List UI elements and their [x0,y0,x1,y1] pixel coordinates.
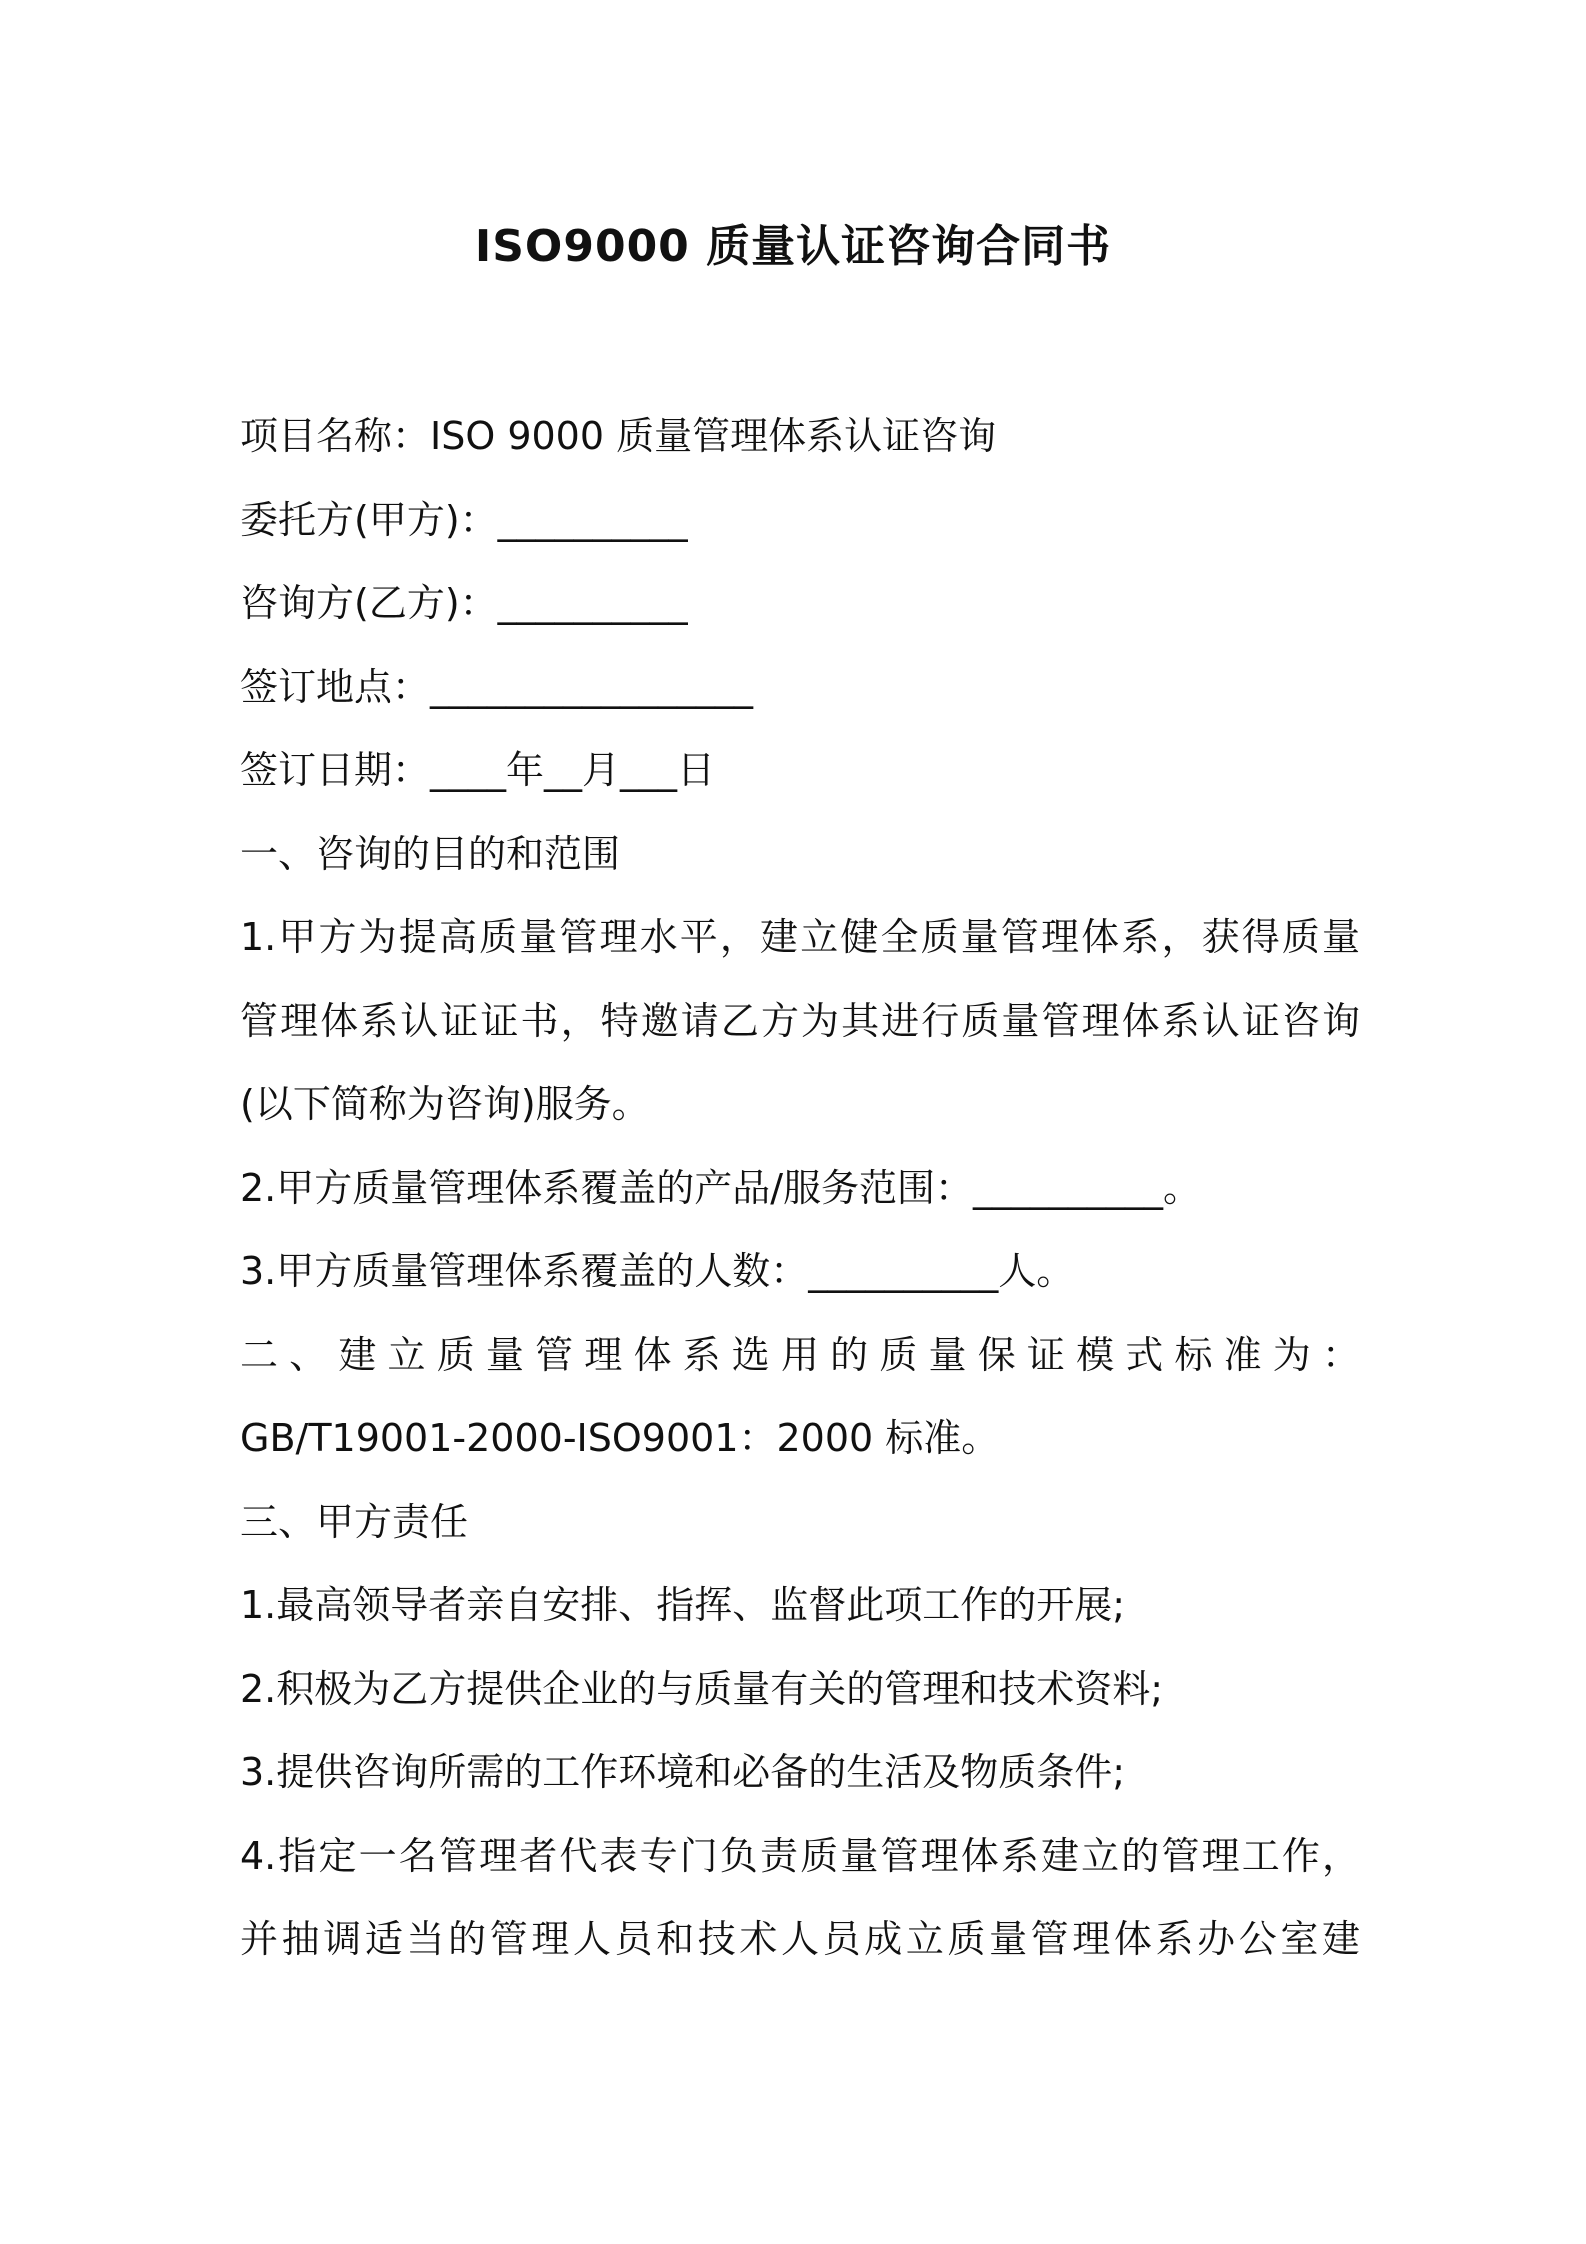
section-heading-1: 一、咨询的目的和范围 [240,831,621,876]
paragraph-line: GB/T19001-2000-ISO9001：2000 标准。 [240,1416,1000,1460]
section-heading-3: 三、甲方责任 [240,1499,469,1544]
list-item: 1.最高领导者亲自安排、指挥、监督此项工作的开展; [240,1583,1126,1627]
list-item: 4.指定一名管理者代表专门负责质量管理体系建立的管理工作， [240,1833,1360,1878]
paragraph-line: 1.甲方为提高质量管理水平，建立健全质量管理体系，获得质量 [240,915,1360,959]
section-heading-2: 二、建立质量管理体系选用的质量保证模式标准为： [240,1332,1360,1377]
paragraph-line: (以下简称为咨询)服务。 [240,1082,650,1126]
consultant-party-line: 咨询方(乙方)：__________ [240,581,688,625]
signing-date-line: 签订日期：____年__月___日 [240,748,716,792]
project-name-line: 项目名称：ISO 9000 质量管理体系认证咨询 [240,414,997,458]
list-item: 并抽调适当的管理人员和技术人员成立质量管理体系办公室建 [240,1917,1360,1961]
paragraph-line: 3.甲方质量管理体系覆盖的人数：__________人。 [240,1249,1075,1293]
paragraph-line: 管理体系认证证书，特邀请乙方为其进行质量管理体系认证咨询 [240,998,1360,1043]
list-item: 3.提供咨询所需的工作环境和必备的生活及物质条件; [240,1750,1126,1794]
paragraph-line: 2.甲方质量管理体系覆盖的产品/服务范围：__________。 [240,1165,1202,1210]
document-body [240,395,1360,1982]
document-title: ISO9000 质量认证咨询合同书 [474,221,1112,272]
list-item: 2.积极为乙方提供企业的与质量有关的管理和技术资料; [240,1666,1164,1711]
client-party-line: 委托方(甲方)：__________ [240,497,688,542]
signing-place-line: 签订地点：_________________ [240,664,754,709]
